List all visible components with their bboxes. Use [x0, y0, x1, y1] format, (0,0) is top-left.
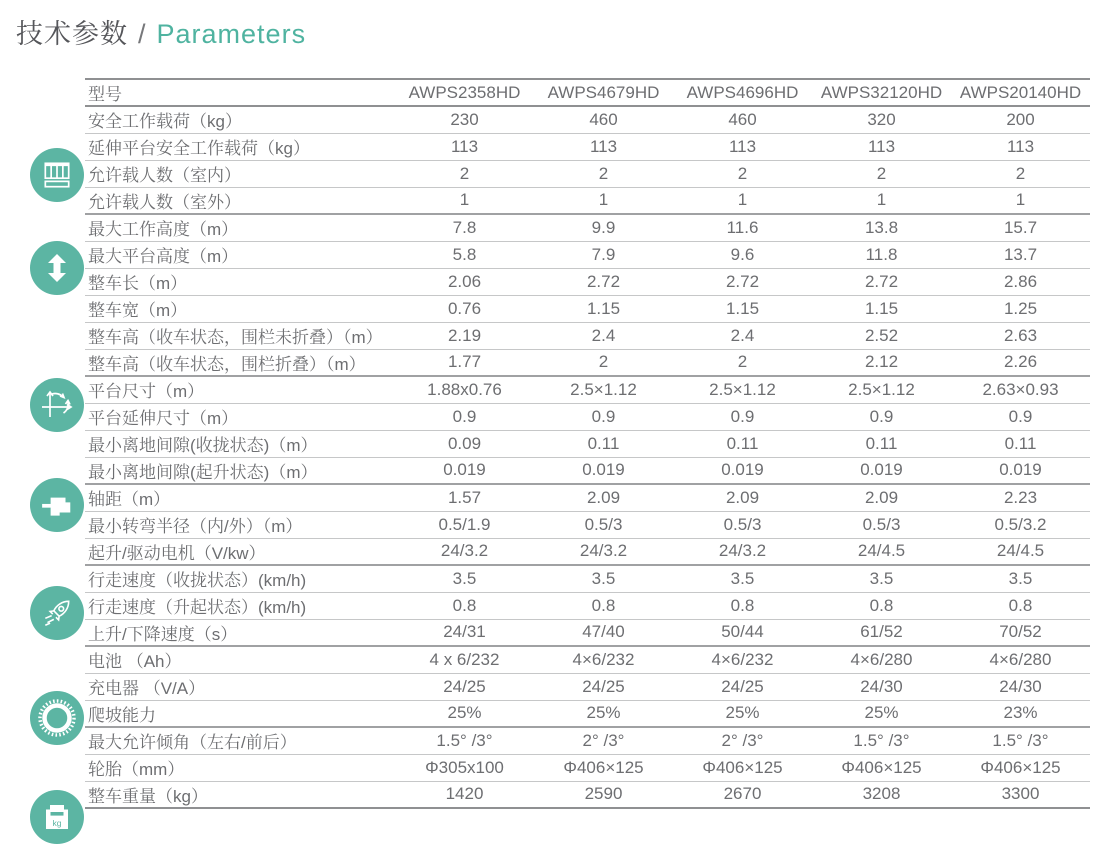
param-label: 电池 （Ah） [85, 646, 395, 673]
param-value: 5.8 [395, 241, 534, 268]
param-label: 爬坡能力 [85, 700, 395, 727]
param-value: Φ406×125 [951, 754, 1090, 781]
param-label: 允许载人数（室外） [85, 187, 395, 214]
model-name: AWPS4696HD [673, 79, 812, 106]
param-label: 整车高（收车状态，围栏折叠）（m） [85, 349, 395, 376]
param-value: 2.19 [395, 322, 534, 349]
param-label: 上升/下降速度（s） [85, 619, 395, 646]
param-value: 113 [673, 133, 812, 160]
param-label: 平台尺寸（m） [85, 376, 395, 403]
param-value: 0.9 [534, 403, 673, 430]
param-value: 2590 [534, 781, 673, 808]
param-label: 平台延伸尺寸（m） [85, 403, 395, 430]
param-value: 230 [395, 106, 534, 133]
table-row [85, 754, 1090, 781]
param-label: 延伸平台安全工作载荷（kg） [85, 133, 395, 160]
table-row [85, 592, 1090, 619]
param-value: 11.6 [673, 214, 812, 241]
param-value: 2 [534, 160, 673, 187]
param-value: 1 [673, 187, 812, 214]
param-value: 15.7 [951, 214, 1090, 241]
param-value: 460 [534, 106, 673, 133]
param-value: 24/31 [395, 619, 534, 646]
param-label: 行走速度（升起状态）(km/h) [85, 592, 395, 619]
param-value: 0.5/3 [534, 511, 673, 538]
param-value: 0.5/1.9 [395, 511, 534, 538]
param-value: 0.11 [534, 430, 673, 457]
table-row [85, 619, 1090, 646]
param-value: 2.4 [534, 322, 673, 349]
param-value: 2.06 [395, 268, 534, 295]
table-row [85, 484, 1090, 511]
param-value: 50/44 [673, 619, 812, 646]
platform-railing-icon [30, 148, 84, 202]
param-value: 0.9 [951, 403, 1090, 430]
param-label: 最小转弯半径（内/外）（m） [85, 511, 395, 538]
param-value: 0.019 [395, 457, 534, 484]
param-value: 2 [812, 160, 951, 187]
model-header-row [85, 79, 1090, 106]
page-title-en: Parameters [156, 19, 307, 49]
param-value: 3.5 [951, 565, 1090, 592]
weight-kg-icon [30, 790, 84, 844]
table-row [85, 781, 1090, 808]
param-value: 24/25 [395, 673, 534, 700]
dimensions-axes-icon [30, 378, 84, 432]
param-label: 轮胎（mm） [85, 754, 395, 781]
param-value: 7.9 [534, 241, 673, 268]
param-value: 3.5 [673, 565, 812, 592]
param-value: 1.15 [534, 295, 673, 322]
param-value: 13.7 [951, 241, 1090, 268]
param-value: 2 [673, 160, 812, 187]
page-title-zh: 技术参数 [16, 19, 128, 49]
parameters-table-body [85, 106, 1090, 808]
param-value: 0.8 [534, 592, 673, 619]
table-row [85, 673, 1090, 700]
param-value: 24/30 [812, 673, 951, 700]
param-value: 24/3.2 [673, 538, 812, 565]
param-value: 4×6/280 [951, 646, 1090, 673]
param-value: 0.019 [673, 457, 812, 484]
param-label: 最大工作高度（m） [85, 214, 395, 241]
param-value: 2.52 [812, 322, 951, 349]
table-row [85, 160, 1090, 187]
param-value: 13.8 [812, 214, 951, 241]
table-row [85, 214, 1090, 241]
param-value: 0.09 [395, 430, 534, 457]
param-value: 2 [534, 349, 673, 376]
param-value: 113 [534, 133, 673, 160]
param-value: 1.5° /3° [951, 727, 1090, 754]
param-value: 4 x 6/232 [395, 646, 534, 673]
param-value: 2.72 [534, 268, 673, 295]
param-value: 2.72 [812, 268, 951, 295]
weight-kg-icon-label: kg [52, 818, 62, 828]
param-value: 2.5×1.12 [812, 376, 951, 403]
table-row [85, 511, 1090, 538]
param-label: 整车高（收车状态，围栏未折叠）（m） [85, 322, 395, 349]
param-value: 2.26 [951, 349, 1090, 376]
param-value: 1420 [395, 781, 534, 808]
param-value: 460 [673, 106, 812, 133]
table-row [85, 187, 1090, 214]
param-label: 安全工作载荷（kg） [85, 106, 395, 133]
table-row [85, 322, 1090, 349]
param-value: 0.5/3 [812, 511, 951, 538]
param-value: 3.5 [395, 565, 534, 592]
param-value: 2 [951, 160, 1090, 187]
param-value: 1.5° /3° [395, 727, 534, 754]
param-value: 0.9 [673, 403, 812, 430]
param-value: 1.57 [395, 484, 534, 511]
param-value: 9.6 [673, 241, 812, 268]
param-value: 2° /3° [673, 727, 812, 754]
param-value: 2.12 [812, 349, 951, 376]
param-value: 0.019 [534, 457, 673, 484]
param-label: 允许载人数（室内） [85, 160, 395, 187]
param-value: 3.5 [534, 565, 673, 592]
param-value: 25% [395, 700, 534, 727]
param-label: 行走速度（收拢状态）(km/h) [85, 565, 395, 592]
table-row [85, 241, 1090, 268]
param-value: 47/40 [534, 619, 673, 646]
table-row [85, 133, 1090, 160]
table-row [85, 727, 1090, 754]
param-value: 0.5/3.2 [951, 511, 1090, 538]
param-value: 1 [951, 187, 1090, 214]
param-value: 25% [673, 700, 812, 727]
param-value: 61/52 [812, 619, 951, 646]
parameters-table-wrap [85, 78, 1090, 809]
param-label: 最小离地间隙(起升状态)（m） [85, 457, 395, 484]
param-value: 4×6/232 [673, 646, 812, 673]
param-value: 2.23 [951, 484, 1090, 511]
param-value: 0.9 [812, 403, 951, 430]
param-value: 3300 [951, 781, 1090, 808]
param-label: 起升/驱动电机（V/kw） [85, 538, 395, 565]
param-value: 0.8 [812, 592, 951, 619]
param-value: 0.8 [951, 592, 1090, 619]
param-value: 24/30 [951, 673, 1090, 700]
param-value: 0.5/3 [673, 511, 812, 538]
param-value: 1.5° /3° [812, 727, 951, 754]
model-name: AWPS32120HD [812, 79, 951, 106]
param-value: 1 [534, 187, 673, 214]
param-value: 24/25 [673, 673, 812, 700]
table-row [85, 268, 1090, 295]
param-value: Φ406×125 [812, 754, 951, 781]
param-value: 24/3.2 [534, 538, 673, 565]
model-name: AWPS20140HD [951, 79, 1090, 106]
param-value: 113 [395, 133, 534, 160]
param-value: 0.8 [673, 592, 812, 619]
param-value: 24/25 [534, 673, 673, 700]
param-label: 最小离地间隙(收拢状态)（m） [85, 430, 395, 457]
table-row [85, 430, 1090, 457]
param-value: Φ305x100 [395, 754, 534, 781]
param-label: 整车宽（m） [85, 295, 395, 322]
param-value: 1.15 [673, 295, 812, 322]
param-value: 9.9 [534, 214, 673, 241]
param-value: 2.63×0.93 [951, 376, 1090, 403]
param-value: 1.77 [395, 349, 534, 376]
param-value: 1.88x0.76 [395, 376, 534, 403]
param-value: 3208 [812, 781, 951, 808]
param-label: 最大允许倾角（左右/前后） [85, 727, 395, 754]
param-value: 0.019 [951, 457, 1090, 484]
param-value: Φ406×125 [673, 754, 812, 781]
param-value: 1 [812, 187, 951, 214]
param-value: 3.5 [812, 565, 951, 592]
motor-icon [30, 478, 84, 532]
param-value: 2.5×1.12 [534, 376, 673, 403]
param-value: 1.15 [812, 295, 951, 322]
param-value: 25% [812, 700, 951, 727]
table-row [85, 106, 1090, 133]
param-label: 整车重量（kg） [85, 781, 395, 808]
table-row [85, 295, 1090, 322]
param-value: 24/4.5 [951, 538, 1090, 565]
charger-gear-icon [30, 691, 84, 745]
table-row [85, 565, 1090, 592]
table-row [85, 376, 1090, 403]
param-value: 70/52 [951, 619, 1090, 646]
param-label: 充电器 （V/A） [85, 673, 395, 700]
param-value: 0.019 [812, 457, 951, 484]
param-value: 2 [395, 160, 534, 187]
title-separator: / [138, 19, 147, 49]
param-value: 11.8 [812, 241, 951, 268]
param-label: 最大平台高度（m） [85, 241, 395, 268]
param-value: 24/3.2 [395, 538, 534, 565]
param-value: 2670 [673, 781, 812, 808]
param-value: 2.86 [951, 268, 1090, 295]
param-value: 0.11 [673, 430, 812, 457]
param-value: 2.4 [673, 322, 812, 349]
param-value: 0.11 [812, 430, 951, 457]
param-value: 0.8 [395, 592, 534, 619]
height-double-arrow-icon [30, 241, 84, 295]
param-value: 2.63 [951, 322, 1090, 349]
param-value: 320 [812, 106, 951, 133]
param-value: 2 [673, 349, 812, 376]
param-value: 7.8 [395, 214, 534, 241]
param-value: 2.72 [673, 268, 812, 295]
param-value: 4×6/280 [812, 646, 951, 673]
param-value: 200 [951, 106, 1090, 133]
param-value: 0.11 [951, 430, 1090, 457]
model-name: AWPS2358HD [395, 79, 534, 106]
param-value: 0.76 [395, 295, 534, 322]
param-value: 2.09 [673, 484, 812, 511]
parameters-table [85, 78, 1090, 809]
param-value: 1 [395, 187, 534, 214]
param-value: 2° /3° [534, 727, 673, 754]
param-value: 2.09 [812, 484, 951, 511]
param-value: 24/4.5 [812, 538, 951, 565]
param-label: 整车长（m） [85, 268, 395, 295]
param-value: 2.5×1.12 [673, 376, 812, 403]
page-title [16, 12, 306, 51]
table-row [85, 457, 1090, 484]
rocket-speed-icon [30, 586, 84, 640]
param-value: 2.09 [534, 484, 673, 511]
table-row [85, 646, 1090, 673]
table-row [85, 538, 1090, 565]
param-value: 4×6/232 [534, 646, 673, 673]
param-value: 0.9 [395, 403, 534, 430]
table-row [85, 700, 1090, 727]
param-value: 113 [812, 133, 951, 160]
param-value: Φ406×125 [534, 754, 673, 781]
param-value: 23% [951, 700, 1090, 727]
model-name: AWPS4679HD [534, 79, 673, 106]
param-value: 25% [534, 700, 673, 727]
table-row [85, 403, 1090, 430]
model-header-label: 型号 [85, 79, 395, 106]
param-value: 113 [951, 133, 1090, 160]
param-label: 轴距（m） [85, 484, 395, 511]
table-row [85, 349, 1090, 376]
param-value: 1.25 [951, 295, 1090, 322]
